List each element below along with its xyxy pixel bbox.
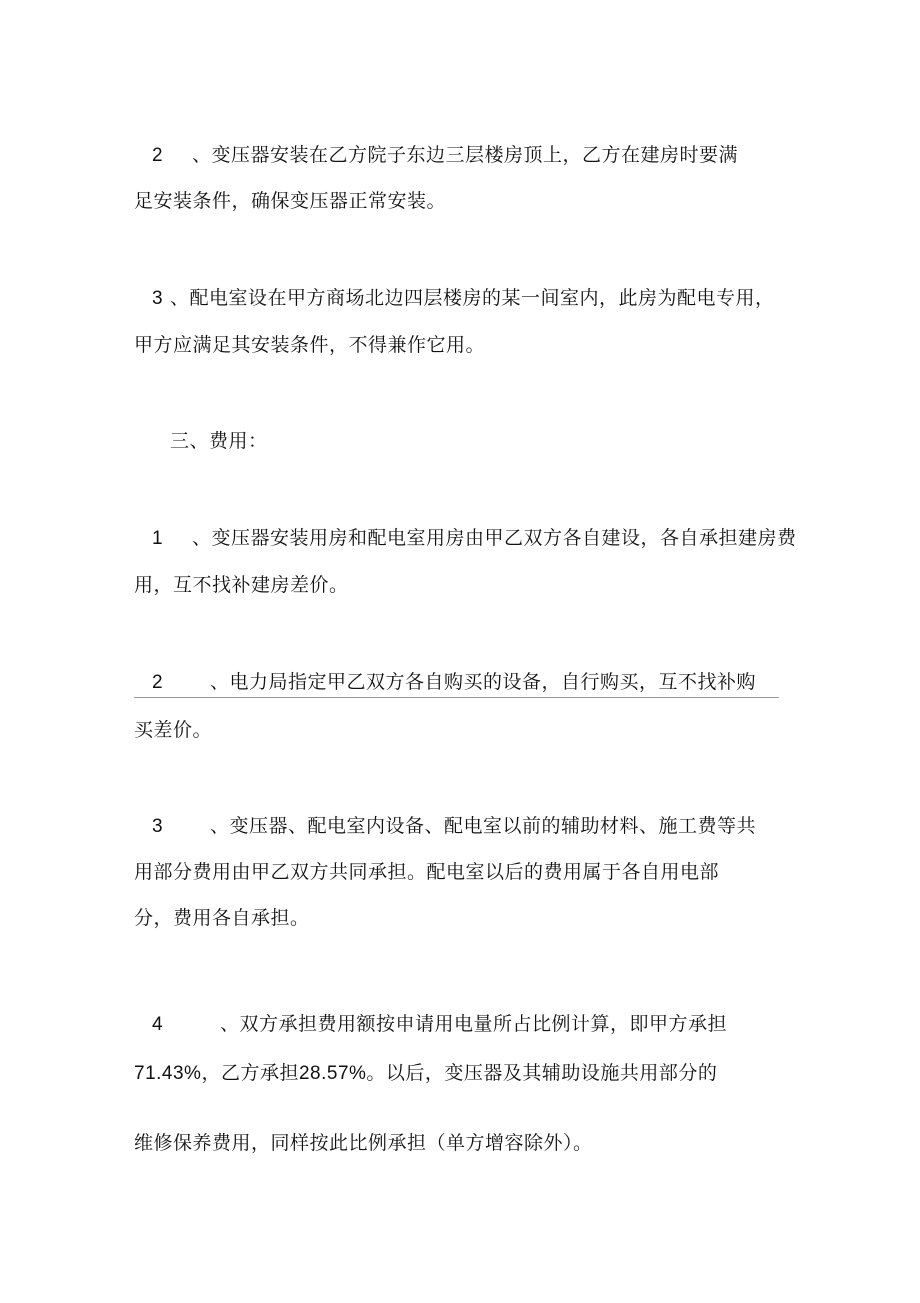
percentage-party-b: 28.57% bbox=[298, 1063, 367, 1084]
fees-item-1-line-2: 用，互不找补建房差价。 bbox=[134, 574, 349, 596]
fees-item-3-line-3: 分，费用各自承担。 bbox=[134, 907, 310, 929]
paragraph-text: 、变压器、配电室内设备、配电室以前的辅助材料、施工费等共 bbox=[210, 815, 757, 837]
paragraph-text: 、变压器安装用房和配电室用房由甲乙双方各自建设，各自承担建房费 bbox=[192, 527, 797, 549]
fees-item-3-line-2: 用部分费用由甲乙双方共同承担。配电室以后的费用属于各自用电部 bbox=[134, 861, 720, 883]
fees-item-4-line-2 bbox=[134, 1061, 717, 1086]
paragraph-3-line-1 bbox=[152, 286, 775, 311]
percentage-party-a: 71.43% bbox=[134, 1063, 202, 1084]
paragraph-2-line-1 bbox=[152, 143, 738, 168]
paragraph-text: 、电力局指定甲乙双方各自购买的设备，自行购买，互不找补购 bbox=[210, 671, 757, 693]
fees-item-2-line-2: 买差价。 bbox=[134, 719, 213, 741]
item-number: 2 bbox=[152, 145, 164, 166]
fees-item-1-line-1 bbox=[152, 526, 797, 551]
paragraph-2-line-2: 足安装条件，确保变压器正常安装。 bbox=[134, 190, 447, 212]
item-number: 1 bbox=[152, 528, 164, 549]
paragraph-text: 、双方承担费用额按申请用电量所占比例计算，即甲方承担 bbox=[220, 1013, 728, 1035]
paragraph-3-line-2: 甲方应满足其安装条件，不得兼作它用。 bbox=[134, 334, 486, 356]
fees-item-2-line-1 bbox=[152, 670, 756, 695]
fees-item-4-line-3: 维修保养费用，同样按此比例承担（单方增容除外）。 bbox=[134, 1132, 593, 1154]
paragraph-text: ，乙方承担 bbox=[201, 1062, 299, 1084]
item-number: 3 bbox=[152, 816, 164, 837]
item-number: 4 bbox=[152, 1014, 164, 1035]
paragraph-text: 、变压器安装在乙方院子东边三层楼房顶上，乙方在建房时要满 bbox=[192, 144, 739, 166]
fees-item-3-line-1 bbox=[152, 814, 756, 839]
item-number: 2 bbox=[152, 672, 164, 693]
fees-item-4-line-1 bbox=[152, 1012, 727, 1037]
horizontal-rule bbox=[134, 697, 779, 698]
item-number: 3 bbox=[152, 288, 164, 309]
paragraph-text: 。以后，变压器及其辅助设施共用部分的 bbox=[366, 1062, 718, 1084]
section-heading-fees: 三、费用： bbox=[170, 430, 268, 452]
paragraph-text: 、配电室设在甲方商场北边四层楼房的某一间室内，此房为配电专用， bbox=[170, 287, 775, 309]
